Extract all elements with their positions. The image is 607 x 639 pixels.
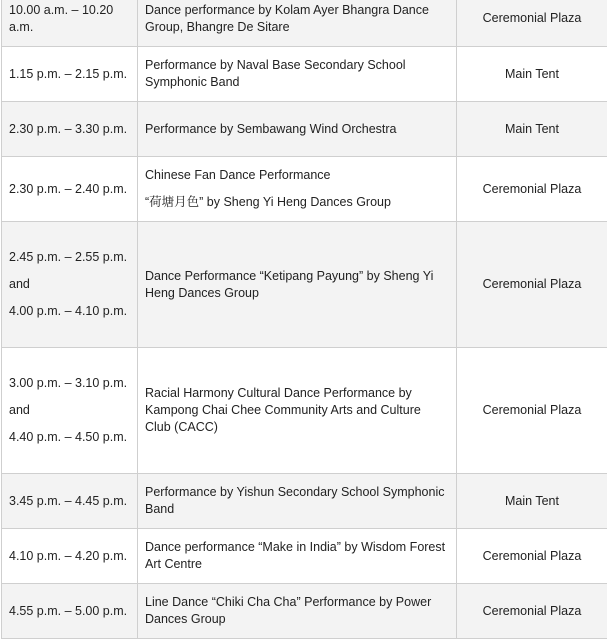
table-row (2, 47, 607, 102)
venue-cell: Main Tent (457, 102, 607, 157)
time-text: 4.10 p.m. – 4.20 p.m. (9, 548, 130, 565)
table-row (2, 0, 607, 47)
event-cell (138, 157, 457, 222)
event-cell (138, 47, 457, 102)
venue-cell: Main Tent (457, 47, 607, 102)
schedule-table (1, 0, 607, 639)
venue-cell: Ceremonial Plaza (457, 348, 607, 474)
table-row (2, 474, 607, 529)
event-cell (138, 529, 457, 584)
time-text: 4.00 p.m. – 4.10 p.m. (9, 303, 130, 320)
time-text: and (9, 276, 130, 293)
table-row (2, 102, 607, 157)
time-cell (2, 222, 138, 348)
event-text: Performance by Naval Base Secondary School Symphonic Band (145, 57, 449, 91)
time-cell (2, 584, 138, 639)
event-cell (138, 222, 457, 348)
time-text: 3.00 p.m. – 3.10 p.m. (9, 375, 130, 392)
event-text: Line Dance “Chiki Cha Cha” Performance by Power Dances Group (145, 594, 449, 628)
time-cell (2, 348, 138, 474)
event-text: Performance by Sembawang Wind Orchestra (145, 121, 449, 138)
time-cell (2, 102, 138, 157)
event-cell (138, 584, 457, 639)
time-cell (2, 474, 138, 529)
venue-cell: Ceremonial Plaza (457, 0, 607, 47)
time-text: 3.45 p.m. – 4.45 p.m. (9, 493, 130, 510)
time-cell (2, 47, 138, 102)
table-row (2, 157, 607, 222)
time-text: 2.30 p.m. – 2.40 p.m. (9, 181, 130, 198)
event-text: Performance by Yishun Secondary School Symphonic Band (145, 484, 449, 518)
venue-cell: Ceremonial Plaza (457, 584, 607, 639)
event-text: Dance Performance “Ketipang Payung” by Sheng Yi Heng Dances Group (145, 268, 449, 302)
table-row (2, 529, 607, 584)
time-text: 10.00 a.m. – 10.20 a.m. (9, 2, 130, 36)
event-cell (138, 102, 457, 157)
time-cell (2, 0, 138, 47)
event-text: Chinese Fan Dance Performance (145, 167, 449, 184)
time-text: 2.30 p.m. – 3.30 p.m. (9, 121, 130, 138)
time-text: 1.15 p.m. – 2.15 p.m. (9, 66, 130, 83)
venue-cell: Ceremonial Plaza (457, 222, 607, 348)
time-text: and (9, 402, 130, 419)
table-row (2, 222, 607, 348)
time-cell (2, 157, 138, 222)
event-text: Dance performance “Make in India” by Wisdom Forest Art Centre (145, 539, 449, 573)
event-cell (138, 0, 457, 47)
event-text: “荷塘月色” by Sheng Yi Heng Dances Group (145, 194, 449, 211)
event-cell (138, 474, 457, 529)
venue-cell: Ceremonial Plaza (457, 157, 607, 222)
time-cell (2, 529, 138, 584)
time-text: 4.40 p.m. – 4.50 p.m. (9, 429, 130, 446)
event-text: Dance performance by Kolam Ayer Bhangra Dance Group, Bhangre De Sitare (145, 2, 449, 36)
table-row (2, 348, 607, 474)
venue-cell: Main Tent (457, 474, 607, 529)
table-row (2, 584, 607, 639)
venue-cell: Ceremonial Plaza (457, 529, 607, 584)
event-text: Racial Harmony Cultural Dance Performance by Kampong Chai Chee Community Arts and Culture Club (CACC) (145, 385, 449, 436)
time-text: 2.45 p.m. – 2.55 p.m. (9, 249, 130, 266)
event-cell (138, 348, 457, 474)
time-text: 4.55 p.m. – 5.00 p.m. (9, 603, 130, 620)
